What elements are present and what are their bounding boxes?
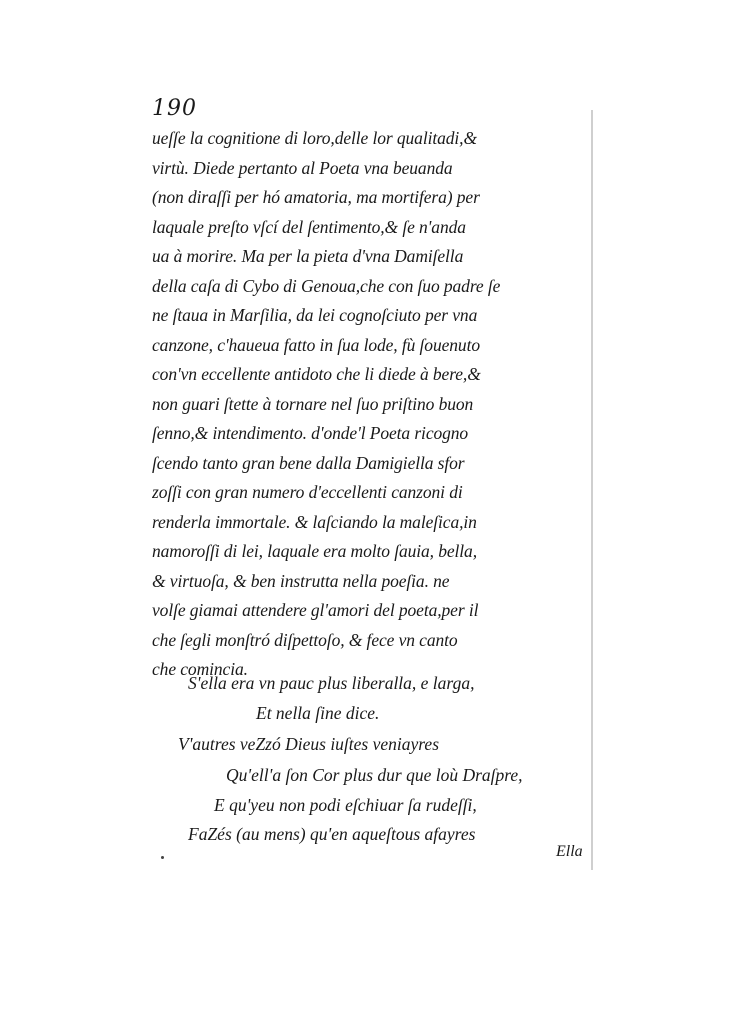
prose-line: namoroſſi di lei, laquale era molto ſauia, bella, bbox=[152, 541, 477, 561]
prose-line: con'vn eccellente antidoto che li diede à bere,& bbox=[152, 364, 481, 384]
prose-line: che comincia. bbox=[152, 659, 248, 679]
verse-line: E qu'yeu non podi eſchiuar ſa rudeſſi, bbox=[214, 795, 477, 815]
prose-line: della caſa di Cybo di Genoua,che con ſuo padre ſe bbox=[152, 275, 501, 296]
prose-line: ne ſtaua in Marſilia, da lei cognoſciuto per vna bbox=[152, 305, 478, 325]
ink-speck bbox=[161, 856, 164, 859]
catchword: Ella bbox=[556, 843, 583, 860]
prose-line: laquale preſto vſcí del ſentimento,& ſe n'anda bbox=[152, 216, 466, 237]
prose-line: zoſſi con gran numero d'eccellenti canzoni di bbox=[152, 482, 463, 502]
prose-line: volſe giamai attendere gl'amori del poeta,per il bbox=[152, 600, 479, 620]
verse-line: Et nella ſine dice. bbox=[256, 703, 380, 723]
verse-line: V'autres veZzó Dieus iuſtes veniayres bbox=[178, 734, 440, 754]
page-number: 190 bbox=[152, 96, 197, 121]
prose-line: ueſſe la cognitione di loro,delle lor qualitadi,& bbox=[152, 128, 477, 148]
prose-line: ſcendo tanto gran bene dalla Damigiella sfor bbox=[152, 452, 465, 473]
prose-line: non guari ſtette à tornare nel ſuo priſtino buon bbox=[152, 393, 474, 414]
verse-line: FaZés (au mens) qu'en aqueſtous afayres bbox=[188, 824, 476, 844]
prose-line: (non diraſſi per hó amatoria, ma mortifera) per bbox=[152, 187, 480, 207]
prose-line: renderla immortale. & laſciando la maleſica,in bbox=[152, 511, 477, 532]
verse-line: S'ella era vn pauc plus liberalla, e larga, bbox=[188, 673, 475, 693]
prose-line: ſenno,& intendimento. d'onde'l Poeta ricogno bbox=[152, 423, 469, 443]
prose-line: che ſegli monſtró diſpettoſo, & fece vn canto bbox=[152, 629, 458, 650]
prose-line: virtù. Diede pertanto al Poeta vna beuanda bbox=[152, 157, 453, 178]
prose-line: & virtuoſa, & ben instrutta nella poeſia. ne bbox=[152, 570, 450, 591]
prose-line: ua à morire. Ma per la pieta d'vna Damiſella bbox=[152, 246, 464, 266]
page-edge-shadow bbox=[591, 110, 593, 870]
prose-block bbox=[152, 124, 592, 685]
verse-line: Qu'ell'a ſon Cor plus dur que loù Draſpre, bbox=[226, 765, 523, 785]
prose-line: canzone, c'haueua fatto in ſua lode, fù ſouenuto bbox=[152, 334, 480, 355]
